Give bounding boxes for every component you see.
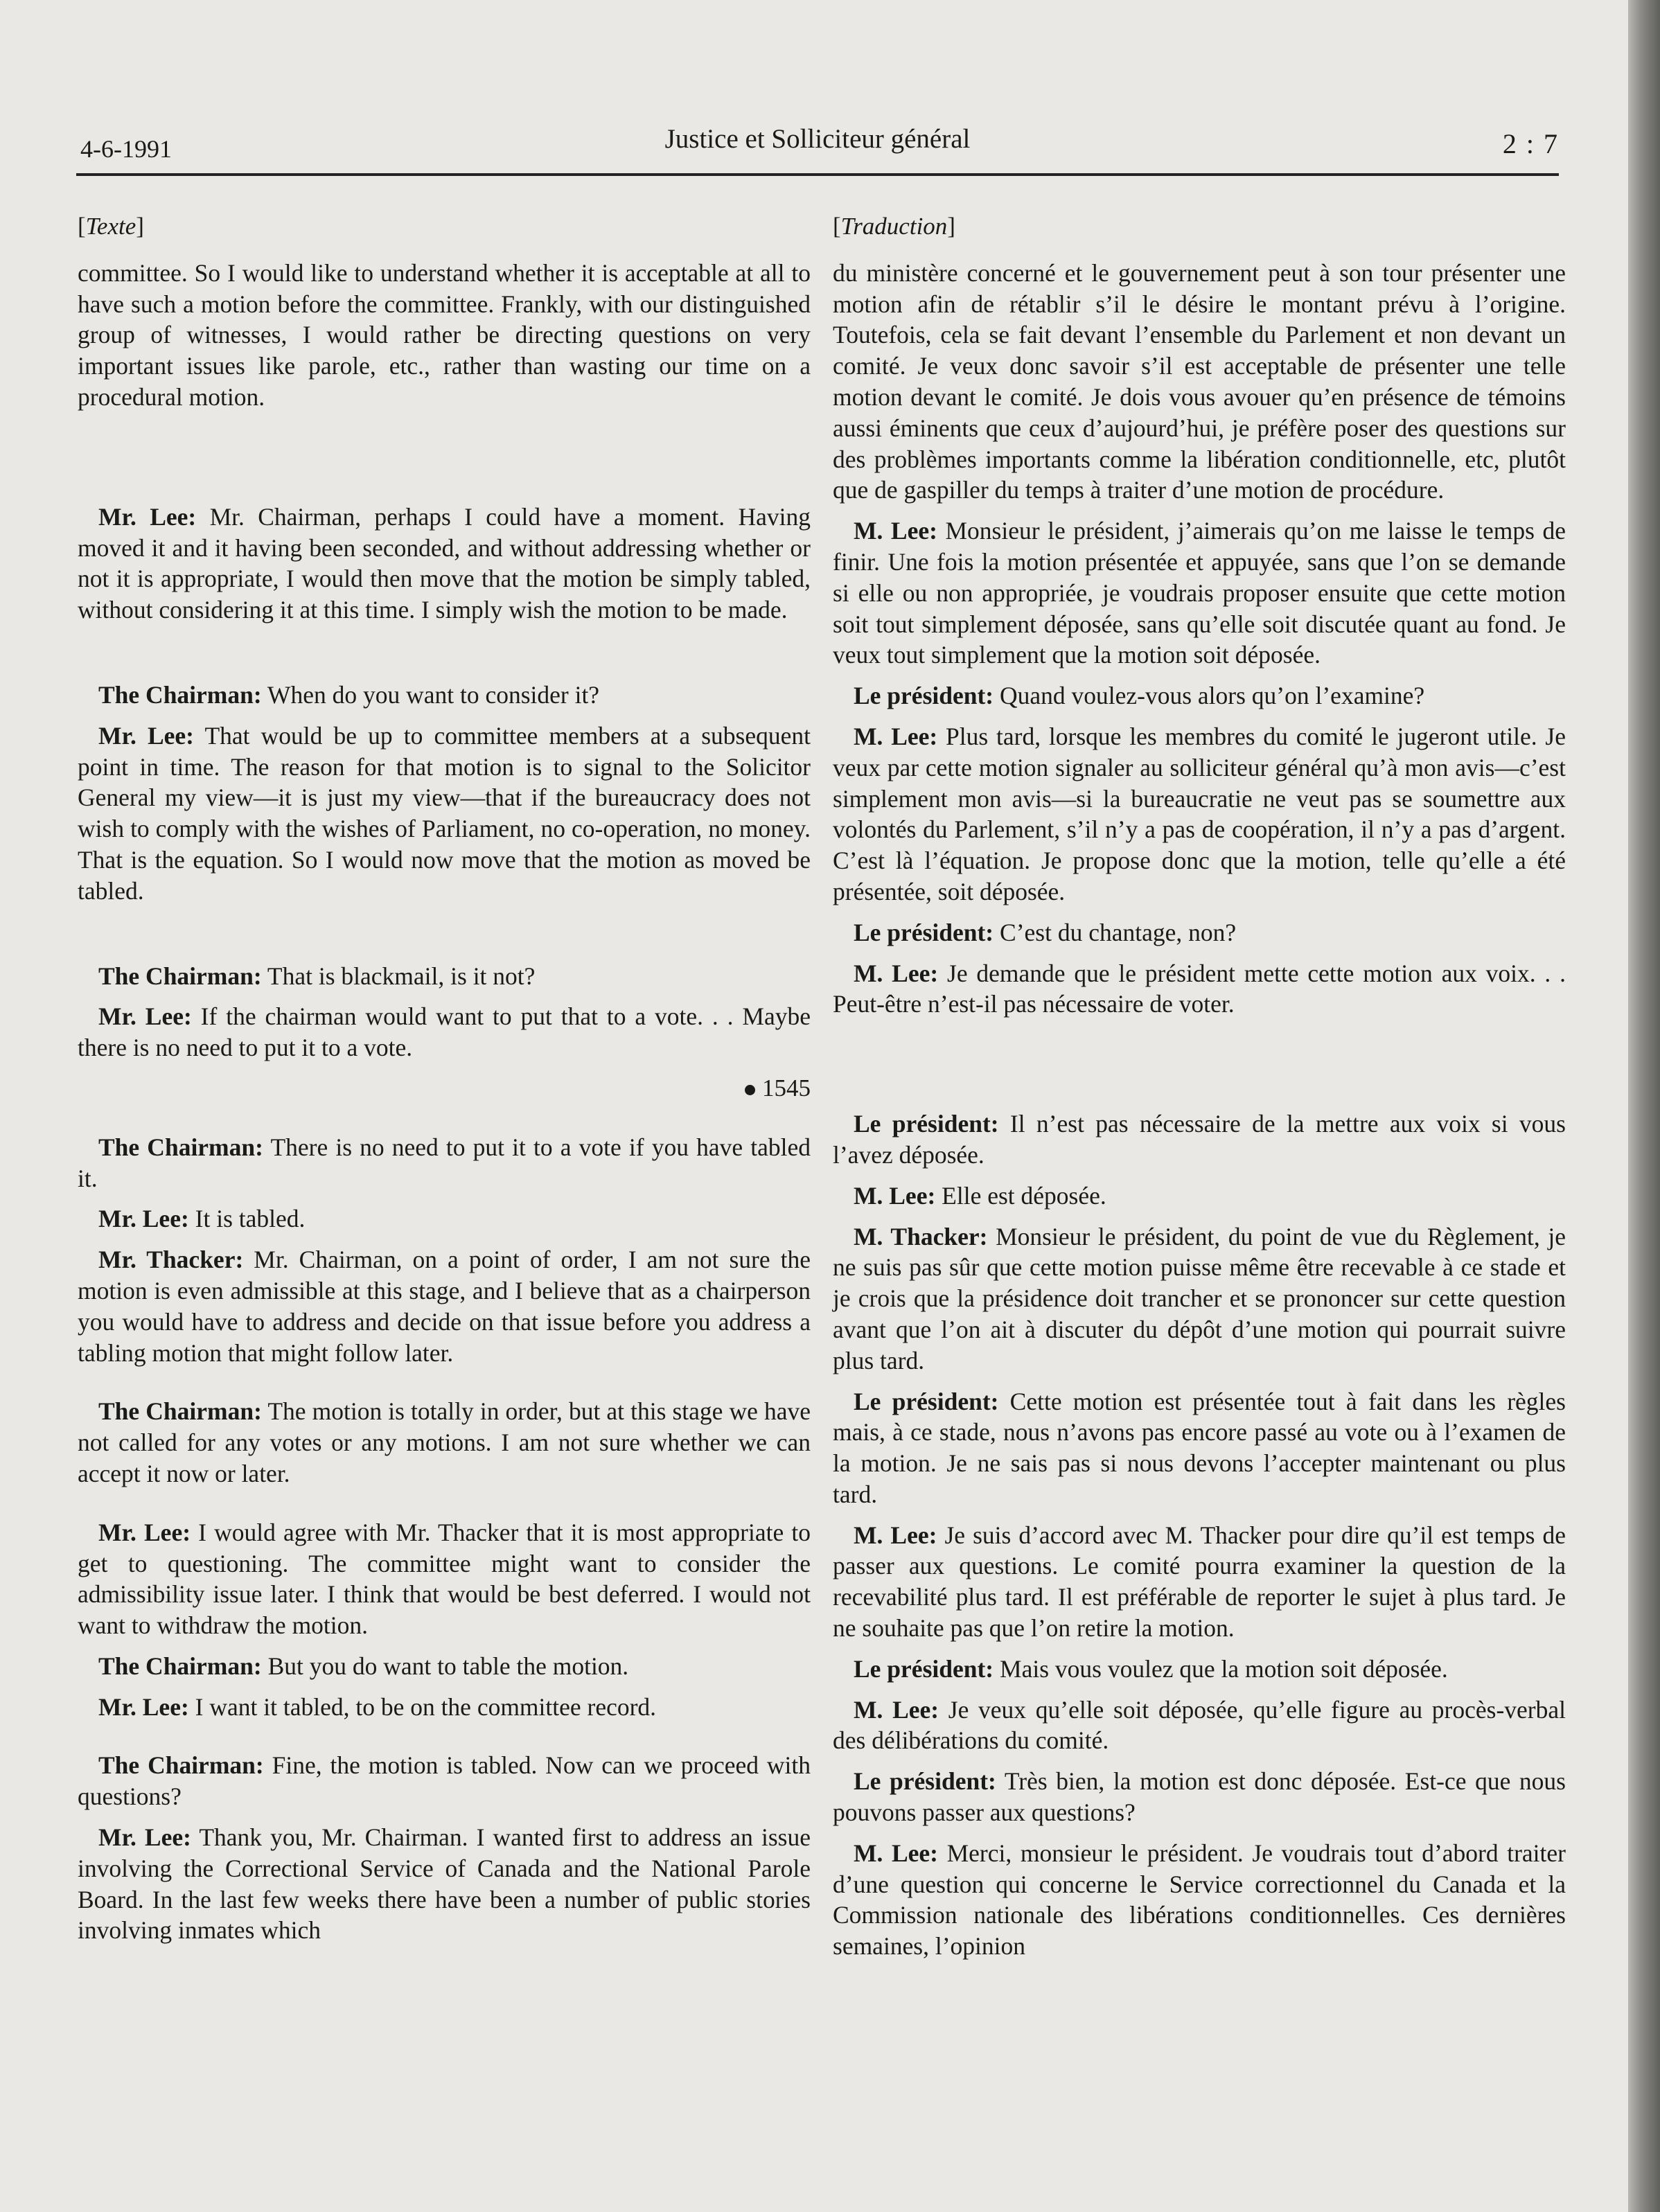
paragraph: Mr. Lee: Thank you, Mr. Chairman. I wanted first to address an issue involving the Correctional Service of Canada and the National Parole Board. In the last few weeks there have been a number of public stories involving inmates which — [78, 1823, 811, 1945]
paragraph: Le président: Très bien, la motion est donc déposée. Est-ce que nous pouvons passer aux questions? — [833, 1767, 1566, 1827]
paragraph: Mr. Lee: It is tabled. — [98, 1205, 306, 1233]
paragraph: The Chairman: Fine, the motion is tabled. Now can we proceed with questions? — [78, 1751, 811, 1811]
speaker-name: M. Lee: — [854, 1181, 936, 1210]
english-column — [78, 211, 811, 1946]
speaker-name: Le président: — [854, 682, 994, 710]
speaker-name: The Chairman: — [98, 1751, 264, 1780]
language-label-text: [Texte] — [78, 213, 144, 240]
speaker-name: M. Lee: — [854, 959, 939, 987]
french-column — [833, 211, 1566, 1962]
paragraph: Le président: Quand voulez-vous alors qu’on l’examine? — [854, 682, 1425, 710]
paragraph: M. Lee: Monsieur le président, j’aimerais qu’on me laisse le temps de finir. Une fois la motion présentée et appuyée, sans que l’on se demande si elle ou non appropriée, je voudrais proposer ensuite que cette motion soit tout simplement déposée, sans qu’elle soit discutée quant au fond. Je veux tout simplement que la motion soit déposée. — [833, 517, 1566, 669]
header-date: 4-6-1991 — [80, 135, 172, 163]
paragraph: The Chairman: When do you want to consider it? — [98, 680, 600, 709]
speaker-name: Mr. Lee: — [98, 1518, 191, 1546]
paragraph: Mr. Lee: I would agree with Mr. Thacker that it is most appropriate to get to questioning. The committee might want to consider the admissibility issue later. I think that would be best deferred. I would not want to withdraw the motion. — [78, 1518, 811, 1640]
speaker-name: Mr. Lee: — [98, 502, 197, 531]
paragraph: The Chairman: But you do want to table the motion. — [98, 1652, 629, 1680]
bullet-icon — [745, 1085, 755, 1095]
paragraph: The Chairman: There is no need to put it to a vote if you have tabled it. — [78, 1133, 811, 1192]
paragraph: Le président: Il n’est pas nécessaire de la mettre aux voix si vous l’avez déposée. — [833, 1110, 1566, 1169]
speaker-name: Mr. Lee: — [98, 1823, 191, 1852]
paragraph: committee. So I would like to understand whether it is acceptable at all to have such a motion before the committee. Frankly, with our distinguished group of witnesses, I would rather be directing questions on very important issues like parole, etc., rather than wasting our time on a procedural motion. — [78, 258, 811, 411]
speaker-name: The Chairman: — [98, 680, 262, 709]
speaker-name: Mr. Lee: — [98, 1002, 192, 1031]
paragraph: Mr. Lee: Mr. Chairman, perhaps I could have a moment. Having moved it and it having been seconded, and without addressing whether or not it is appropriate, I would then move that the motion be simply tabled, without considering it at this time. I simply wish the motion to be made. — [78, 502, 811, 624]
page-header — [76, 123, 1559, 176]
paragraph: M. Lee: Plus tard, lorsque les membres du comité le jugeront utile. Je veux par cette motion signaler au solliciteur général qu’à mon avis—c’est simplement mon avis—si la bureaucratie ne veut pas se soumettre aux volontés du Parlement, s’il n’y a pas de coopération, il n’y a pas d’argent. C’est là l’équation. Je propose donc que la motion, telle qu’elle a été présentée, soit déposée. — [833, 722, 1566, 905]
speaker-name: Le président: — [854, 1767, 996, 1796]
paragraph: M. Lee: Je veux qu’elle soit déposée, qu’elle figure au procès-verbal des délibérations du comité. — [833, 1695, 1566, 1755]
speaker-name: Mr. Lee: — [98, 1692, 189, 1721]
speaker-name: The Chairman: — [98, 962, 262, 990]
paragraph: M. Lee: Je demande que le président mette cette motion aux voix. . . Peut-être n’est-il pas nécessaire de voter. — [833, 959, 1566, 1018]
paragraph: du ministère concerné et le gouvernement peut à son tour présenter une motion afin de rétablir s’il le désire le montant prévu à l’origine. Toutefois, cela se fait devant l’ensemble du Parlement et non devant un comité. Je veux donc savoir s’il est acceptable de présenter une telle motion devant le comité. Je dois vous avouer qu’en présence de témoins aussi éminents que ceux d’aujourd’hui, je préfère poser des questions sur des problèmes importants comme la libération conditionnelle, etc, plutôt que de gaspiller du temps à traiter d’une motion de procédure. — [833, 258, 1566, 504]
paragraph: M. Lee: Elle est déposée. — [854, 1181, 1106, 1210]
speaker-name: M. Thacker: — [854, 1222, 988, 1250]
speaker-name: M. Lee: — [854, 1839, 938, 1867]
speaker-name: Le président: — [854, 1387, 999, 1415]
paragraph: M. Lee: Je suis d’accord avec M. Thacker pour dire qu’il est temps de passer aux questions. Le comité pourra examiner la question de la recevabilité plus tard. Il est préférable de reporter le sujet à plus tard. Je ne souhaite pas que l’on retire la motion. — [833, 1521, 1566, 1643]
paragraph: Le président: Mais vous voulez que la motion soit déposée. — [854, 1654, 1448, 1683]
speaker-name: The Chairman: — [98, 1397, 262, 1426]
header-title: Justice et Solliciteur général — [664, 124, 971, 154]
paragraph: The Chairman: The motion is totally in order, but at this stage we have not called for any votes or any motions. I am not sure whether we can accept it now or later. — [78, 1397, 811, 1487]
speaker-name: M. Lee: — [854, 1521, 937, 1549]
speaker-name: The Chairman: — [98, 1652, 262, 1680]
speaker-name: Mr. Thacker: — [98, 1246, 244, 1274]
paragraph: Mr. Lee: If the chairman would want to put that to a vote. . . Maybe there is no need to put it to a vote. — [78, 1002, 811, 1062]
speaker-name: Mr. Lee: — [98, 721, 195, 750]
speaker-name: M. Lee: — [854, 1695, 939, 1724]
header-page-number: 2 : 7 — [1502, 128, 1559, 159]
paragraph: Mr. Lee: I want it tabled, to be on the committee record. — [98, 1692, 657, 1721]
speaker-name: Mr. Lee: — [98, 1205, 189, 1233]
speaker-name: The Chairman: — [98, 1133, 263, 1161]
paragraph: The Chairman: That is blackmail, is it not? — [98, 962, 536, 990]
paragraph: M. Thacker: Monsieur le président, du point de vue du Règlement, je ne suis pas sûr que cette motion puisse même être recevable à ce stade et je crois que la présidence doit trancher et se prononcer sur cette question avant que l’on ait à discuter du dépôt d’une motion qui pourrait suivre plus tard. — [833, 1222, 1566, 1374]
speaker-name: Le président: — [854, 1654, 994, 1683]
timestamp-marker: 1545 — [78, 1073, 811, 1104]
speaker-name: M. Lee: — [854, 517, 937, 545]
paragraph: Mr. Lee: That would be up to committee members at a subsequent point in time. The reason for that motion is to signal to the Solicitor General my view—it is just my view—that if the bureaucracy does not wish to comply with the wishes of Parliament, no co-operation, no money. That is the equation. So I would now move that the motion as moved be tabled. — [78, 721, 811, 905]
speaker-name: Le président: — [854, 1110, 999, 1138]
speaker-name: Le président: — [854, 918, 994, 946]
language-label-traduction: [Traduction] — [833, 213, 955, 240]
paragraph: Le président: C’est du chantage, non? — [854, 918, 1237, 946]
speaker-name: M. Lee: — [854, 722, 938, 750]
page-edge — [1628, 0, 1660, 2212]
paragraph: M. Lee: Merci, monsieur le président. Je voudrais tout d’abord traiter d’une question qui concerne le Service correctionnel du Canada et la Commission nationale des libérations conditionnelles. Ces dernières semaines, l’opinion — [833, 1839, 1566, 1961]
paragraph: Le président: Cette motion est présentée tout à fait dans les règles mais, à ce stade, nous n’avons pas encore passé au vote ou à l’examen de la motion. Je ne sais pas si nous devons l’accepter maintenant ou plus tard. — [833, 1387, 1566, 1508]
paragraph: Mr. Thacker: Mr. Chairman, on a point of order, I am not sure the motion is even admissible at this stage, and I believe that as a chairperson you would have to address and decide on that issue before you address a tabling motion that might follow later. — [78, 1246, 811, 1367]
